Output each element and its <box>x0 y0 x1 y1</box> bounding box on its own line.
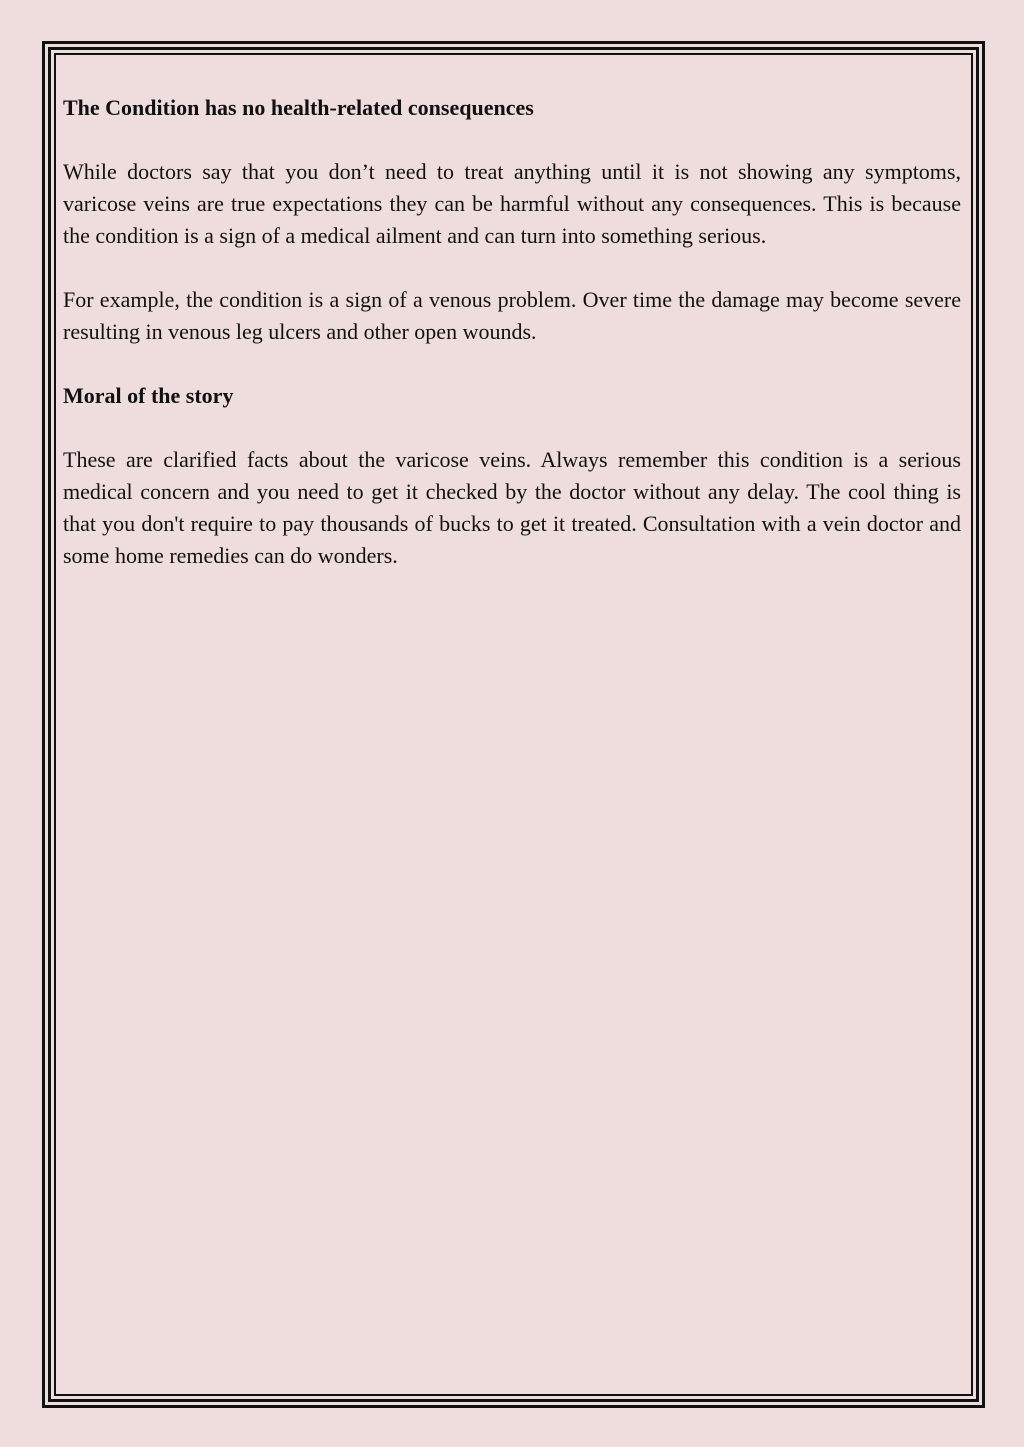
section-heading-consequences: The Condition has no health-related consequences <box>63 95 534 120</box>
paragraph-example: For example, the condition is a sign of a venous problem. Over time the damage may become severe resulting in venous leg ulcers and other open wounds. <box>63 287 961 344</box>
paragraph-doctors-say: While doctors say that you don’t need to treat anything until it is not showing any symptoms, varicose veins are true expectations they can be harmful without any consequences. This is because the condition is a sign of a medical ailment and can turn into something serious. <box>63 159 961 248</box>
section-heading-moral: Moral of the story <box>63 383 234 408</box>
paragraph-clarified-facts: These are clarified facts about the varicose veins. Always remember this condition is a serious medical concern and you need to get it checked by the doctor without any delay. The cool thing is that you don't require to pay thousands of bucks to get it treated. Consultation with a vein doctor and some home remedies can do wonders. <box>63 447 961 568</box>
document-body <box>63 92 961 604</box>
